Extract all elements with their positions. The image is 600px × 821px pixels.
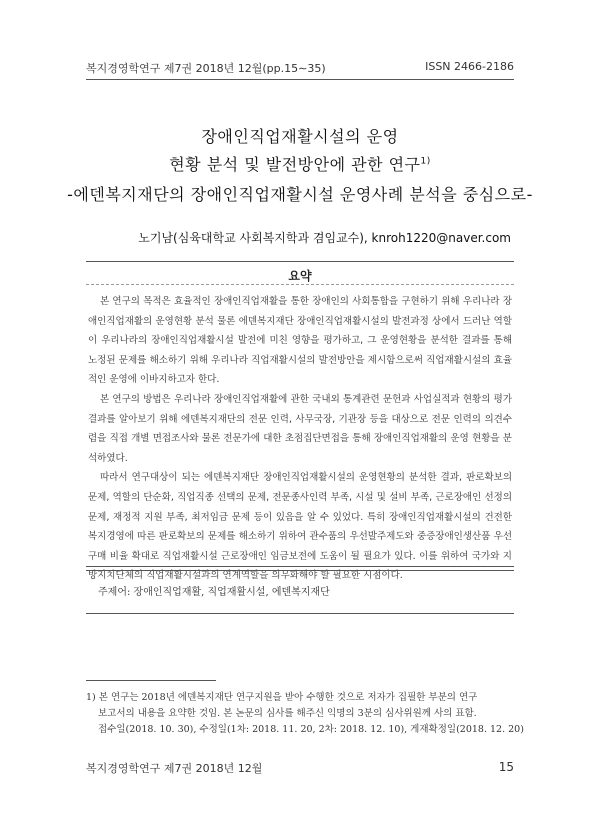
header-rule [86, 79, 514, 80]
subtitle: -에덴복지재단의 장애인직업재활시설 운영사례 분석을 중심으로- [67, 185, 533, 204]
footer-journal: 복지경영학연구 제7권 2018년 12월 [86, 762, 263, 775]
footnote-rule [86, 680, 216, 681]
abstract-box [86, 261, 514, 582]
abstract-heading: 요약 [288, 269, 312, 283]
running-header [86, 60, 514, 76]
abstract-divider [86, 284, 514, 285]
keywords: 주제어: 장애인직업재활, 직업재활시설, 에덴복지재단 [98, 587, 330, 598]
footnote-line-2: 보고서의 내용을 요약한 것임. 본 논문의 심사를 해주신 익명의 3분의 심사위원께 사의 표함. [98, 708, 477, 719]
footnote-marker: 1) [420, 156, 431, 167]
title-line-1: 장애인직업재활시설의 운영 [201, 127, 399, 146]
issn: ISSN 2466-2186 [425, 60, 514, 73]
abstract-body [88, 292, 512, 586]
running-footer [86, 760, 514, 776]
abstract-paragraph-1: 본 연구의 목적은 효율적인 장애인직업재활을 통한 장애인의 사회통합을 구현하기 위해 우리나라 장애인직업재활의 운영현황 분석 물론 에덴복지재단 장애인직업재활시설의 발전과정 상에서 드러난 역할이 우리나라의 장애인직업재활시설 발전에 미친 영향을 평가하고, 그 운영현황을 분석한 결과를 통해 노정된 문제를 해소하기 위해 우리나라 직업재활시설의 발전방안을 제시함으로써 직업재활시설의 효율적인 운영에 이바지하고자 한다. [88, 296, 512, 386]
abstract-paragraph-3: 따라서 연구대상이 되는 에덴복지재단 장애인직업재활시설의 운영현황의 분석한 결과, 판로확보의 문제, 역할의 단순화, 직업직종 선택의 문제, 전문종사인력 부족, 시설 및 설비 부족, 근로장애인 선정의 문제, 재정적 지원 부족, 최저임금 문제 등이 있음을 알 수 있었다. 특히 장애인직업재활시설의 건전한 복지경영에 따른 판로확보의 문제를 해소하기 위하여 관수품의 우선발주제도와 중증장애인생산품 우선구매 비율 확대로 직업재활시설 근로장애인 임금보전에 도움이 될 필요가 있다. 이를 위하여 국가와 지방지치단체의 직업재활시설과의 연계역할을 의무화해야 할 필요한 시점이다. [88, 472, 512, 582]
abstract-paragraph-2: 본 연구의 방법은 우리나라 장애인직업재활에 관한 국내외 통계관련 문헌과 사업실적과 현황의 평가결과를 알아보기 위해 에덴복지재단의 전문 인력, 사무국장, 기관장 등을 대상으로 전문 인력의 의견수렴을 직접 개별 면접조사와 물론 전문가에 대한 초점집단면접을 통해 장애인직업재활의 운영 현황을 분석하였다. [88, 393, 512, 464]
page-number: 15 [498, 760, 514, 774]
keywords-box [86, 570, 514, 614]
footnote-line-1: 1) 본 연구는 2018년 에덴복지재단 연구지원을 받아 수행한 것으로 저자가 집필한 부분의 연구 [86, 692, 478, 703]
author-line: 노기남(심육대학교 사회복지학과 겸임교수), knroh1220@naver.com [138, 231, 511, 245]
title-line-2-text: 현황 분석 및 발전방안에 관한 연구 [169, 155, 421, 174]
title-line-2 [0, 152, 600, 175]
footnote [86, 690, 524, 738]
journal-citation: 복지경영학연구 제7권 2018년 12월(pp.15∼35) [86, 62, 326, 75]
footnote-line-3: 접수일(2018. 10. 30), 수정일(1차: 2018. 11. 20, 2차: 2018. 12. 10), 게재확정일(2018. 12. 20) [98, 724, 524, 735]
